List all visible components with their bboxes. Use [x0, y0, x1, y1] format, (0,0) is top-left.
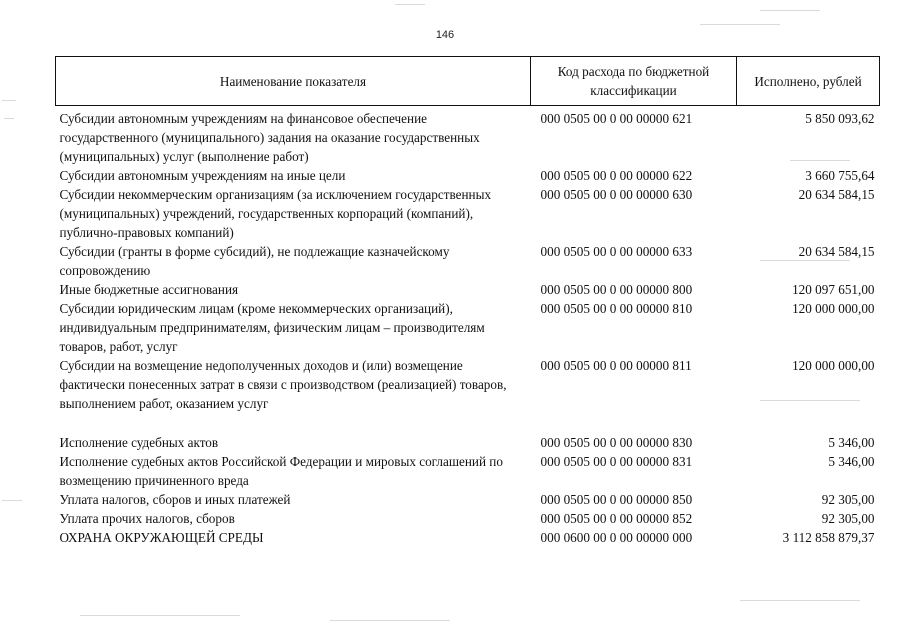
- row-code: 000 0505 00 0 00 00000 633: [540, 244, 693, 259]
- row-code: 000 0505 00 0 00 00000 622: [540, 168, 693, 183]
- row-amount: 3 112 858 879,37: [782, 530, 875, 545]
- table-row: [56, 166, 880, 185]
- row-code: 000 0505 00 0 00 00000 810: [540, 301, 693, 316]
- row-name: Уплата прочих налогов, сборов: [59, 511, 235, 526]
- row-code: 000 0505 00 0 00 00000 800: [540, 282, 693, 297]
- table-row: [56, 185, 880, 242]
- row-name: Уплата налогов, сборов и иных платежей: [59, 492, 291, 507]
- row-amount: 5 850 093,62: [805, 111, 875, 126]
- row-amount: 3 660 755,64: [805, 168, 875, 183]
- table-row: [56, 490, 880, 509]
- table-row: [56, 280, 880, 299]
- table-row: [56, 528, 880, 547]
- row-code: 000 0505 00 0 00 00000 811: [540, 358, 692, 373]
- row-amount: 5 346,00: [828, 435, 875, 450]
- row-amount: 120 097 651,00: [792, 282, 875, 297]
- table-row: [56, 433, 880, 452]
- header-executed-amount: Исполнено, рублей: [737, 57, 880, 106]
- row-code: 000 0505 00 0 00 00000 831: [540, 454, 693, 469]
- row-amount: 92 305,00: [821, 492, 875, 507]
- row-name: Исполнение судебных актов: [59, 435, 219, 450]
- row-code: 000 0505 00 0 00 00000 852: [540, 511, 693, 526]
- row-code: 000 0505 00 0 00 00000 850: [540, 492, 693, 507]
- row-code: 000 0600 00 0 00 00000 000: [540, 530, 693, 545]
- header-expense-code: Код расхода по бюджетной классификации: [531, 57, 737, 106]
- table-row: [56, 356, 880, 433]
- table-row: [56, 299, 880, 356]
- row-code: 000 0505 00 0 00 00000 630: [540, 187, 693, 202]
- row-name: Субсидии (гранты в форме субсидий), не подлежащие казначейскому сопровождению: [59, 244, 450, 278]
- row-amount: 120 000 000,00: [792, 358, 875, 373]
- row-name: Субсидии автономным учреждениям на финансовое обеспечение государственного (муниципального) задания на оказание государственных (муниципальных) услуг (выполнение работ): [59, 111, 480, 164]
- expenditure-table: [55, 56, 880, 547]
- row-name: Субсидии юридическим лицам (кроме некоммерческих организаций), индивидуальным предпринимателям, физическим лицам – производителям товаров, работ, услуг: [59, 301, 485, 354]
- table-row: [56, 106, 880, 167]
- table-row: [56, 452, 880, 490]
- header-indicator-name: Наименование показателя: [56, 57, 531, 106]
- row-name: Иные бюджетные ассигнования: [59, 282, 239, 297]
- row-name: Субсидии на возмещение недополученных доходов и (или) возмещение фактически понесенных затрат в связи с производством (реализацией) товаров, выполнением работ, оказанием услуг: [59, 358, 507, 411]
- row-amount: 5 346,00: [828, 454, 875, 469]
- row-amount: 120 000 000,00: [792, 301, 875, 316]
- row-amount: 20 634 584,15: [798, 244, 875, 259]
- row-code: 000 0505 00 0 00 00000 830: [540, 435, 693, 450]
- row-name: ОХРАНА ОКРУЖАЮЩЕЙ СРЕДЫ: [59, 530, 264, 545]
- table-row: [56, 242, 880, 280]
- row-code: 000 0505 00 0 00 00000 621: [540, 111, 693, 126]
- row-name: Субсидии автономным учреждениям на иные цели: [59, 168, 346, 183]
- row-amount: 20 634 584,15: [798, 187, 875, 202]
- row-name: Субсидии некоммерческим организациям (за исключением государственных (муниципальных) учреждений, государственных корпораций (компаний), публично-правовых компаний): [59, 187, 492, 240]
- row-amount: 92 305,00: [821, 511, 875, 526]
- table-header-row: [56, 57, 880, 106]
- table-row: [56, 509, 880, 528]
- row-name: Исполнение судебных актов Российской Федерации и мировых соглашений по возмещению причиненного вреда: [59, 454, 503, 488]
- page-number: 146: [435, 29, 455, 41]
